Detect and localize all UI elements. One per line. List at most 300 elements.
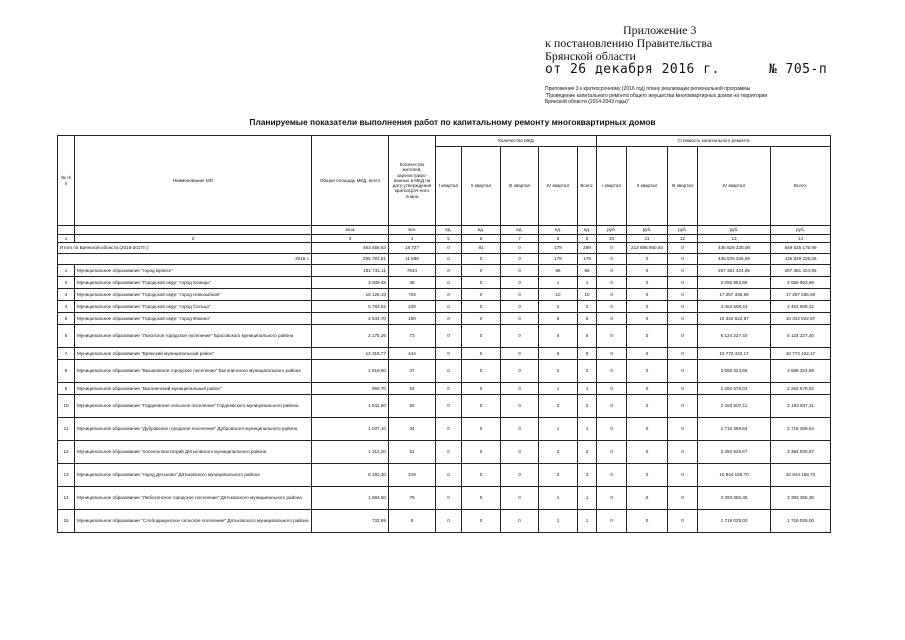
row-value: 0: [501, 383, 539, 395]
summary-value: 213 695 950,93: [627, 243, 668, 254]
row-value: 10 772 422,17: [698, 348, 771, 360]
row-value: 10: [578, 289, 597, 301]
row-number: 3: [58, 289, 75, 301]
row-value: 6: [578, 325, 597, 348]
row-value: 8 162,30: [312, 464, 389, 487]
row-number: 13: [58, 464, 75, 487]
unit-cell: ед.: [436, 226, 462, 235]
table-row: [58, 395, 831, 418]
row-value: 0: [668, 325, 698, 348]
col-number: 9: [578, 235, 597, 243]
row-value: 0: [436, 487, 462, 510]
row-value: 79: [389, 487, 436, 510]
row-value: 1: [539, 418, 578, 441]
col-number: 2: [75, 235, 312, 243]
summary-value: 435 829 225,06: [698, 243, 771, 254]
row-number: 11: [58, 418, 75, 441]
appendix-subtitle: [545, 86, 875, 106]
row-value: 0: [668, 418, 698, 441]
row-value: 0: [501, 360, 539, 383]
row-value: 5 783,62: [312, 301, 389, 313]
row-value: 1 037,10: [312, 418, 389, 441]
summary-value: 0: [668, 243, 698, 254]
col-number: 10: [597, 235, 627, 243]
row-value: 0: [668, 277, 698, 289]
row-value: 0: [627, 464, 668, 487]
row-value: 2: [578, 395, 597, 418]
row-number: 7: [58, 348, 75, 360]
municipality-name: Муниципальное образование "Городской округ "город Сельцо": [75, 301, 312, 313]
row-value: 0: [597, 301, 627, 313]
summary-label: 2016 г.: [58, 254, 312, 265]
unit-cell: чел.: [389, 226, 436, 235]
row-value: 0: [668, 510, 698, 533]
row-value: 0: [668, 265, 698, 277]
unit-cell: руб.: [698, 226, 771, 235]
row-value: 2 183 507,11: [698, 395, 771, 418]
row-value: 6: [578, 313, 597, 325]
column-number-row: [58, 235, 831, 243]
row-value: 0: [462, 464, 501, 487]
row-value: 0: [668, 348, 698, 360]
row-value: 0: [501, 277, 539, 289]
row-value: 1 684,50: [312, 487, 389, 510]
row-value: 10 342 822,87: [698, 313, 771, 325]
header-line: Приложение 3: [623, 23, 697, 37]
row-value: 6 124 227,40: [698, 325, 771, 348]
col-number: 7: [501, 235, 539, 243]
header-name: Наименование МО: [75, 136, 312, 226]
row-value: 10 944 169,70: [698, 464, 771, 487]
row-value: 0: [501, 395, 539, 418]
row-value: 1: [578, 383, 597, 395]
summary-value: 463 458,63: [312, 243, 389, 254]
summary-value: 81: [462, 243, 501, 254]
row-value: 220: [389, 301, 436, 313]
summary-value: 649 525 175,99: [771, 243, 831, 254]
row-value: 13 318,77: [312, 348, 389, 360]
row-value: 0: [627, 360, 668, 383]
row-value: 0: [436, 277, 462, 289]
municipality-name: Муниципальное образование "город Дятьково" Дятьковского муниципального района: [75, 464, 312, 487]
row-value: 319: [389, 464, 436, 487]
document-title: Планируемые показатели выполнения работ по капитальному ремонту многоквартирных домов: [249, 117, 656, 127]
row-value: 0: [668, 301, 698, 313]
row-value: 6: [539, 313, 578, 325]
row-value: 0: [462, 313, 501, 325]
table-row: [58, 265, 831, 277]
row-value: 51: [389, 441, 436, 464]
row-value: 0: [501, 325, 539, 348]
row-value: 0: [462, 277, 501, 289]
header-quarter: I квартал: [436, 147, 462, 226]
row-value: 0: [627, 487, 668, 510]
row-value: 0: [436, 360, 462, 383]
table-row: [58, 487, 831, 510]
municipality-name: Муниципальное образование "Гордеевское сельское поселение" Гордеевского муниципального района: [75, 395, 312, 418]
row-value: 1 619,60: [312, 360, 389, 383]
summary-value: 0: [462, 254, 501, 265]
row-number: 1: [58, 265, 75, 277]
header-cost-group: Стоимость капитального ремонта: [597, 136, 831, 147]
header-count-group: Количество МКД: [436, 136, 597, 147]
row-value: 1: [578, 487, 597, 510]
summary-value: 0: [668, 254, 698, 265]
row-value: 0: [627, 265, 668, 277]
row-value: 0: [462, 360, 501, 383]
summary-value: 0: [597, 243, 627, 254]
row-value: 3 568 324,68: [771, 360, 831, 383]
row-value: 1: [539, 277, 578, 289]
row-value: 0: [436, 348, 462, 360]
row-value: 73: [389, 325, 436, 348]
row-value: 1 541,60: [312, 395, 389, 418]
table-row: [58, 441, 831, 464]
row-value: 0: [501, 348, 539, 360]
row-value: 10 944 169,70: [771, 464, 831, 487]
row-value: 0: [668, 313, 698, 325]
row-value: 3 393 355,35: [771, 487, 831, 510]
row-number: 5: [58, 313, 75, 325]
summary-value: 178: [578, 254, 597, 265]
row-value: 0: [436, 383, 462, 395]
row-value: 0: [462, 301, 501, 313]
row-value: 3: [578, 464, 597, 487]
row-value: 10 342 822,87: [771, 313, 831, 325]
municipality-name: Муниципальное образование "Слободищенское сельское поселение" Дятьковского муниципального района: [75, 510, 312, 533]
col-number: 1: [58, 235, 75, 243]
row-value: 1: [539, 487, 578, 510]
row-value: 0: [462, 265, 501, 277]
row-value: 0: [436, 325, 462, 348]
row-value: 0: [627, 348, 668, 360]
row-value: 0: [436, 510, 462, 533]
row-value: 0: [597, 313, 627, 325]
row-value: 0: [462, 441, 501, 464]
unit-cell: руб.: [668, 226, 698, 235]
row-value: 0: [627, 395, 668, 418]
header-total: Всего:: [578, 147, 597, 226]
col-number: 11: [627, 235, 668, 243]
table-row: [58, 313, 831, 325]
row-value: 3 568 324,68: [698, 360, 771, 383]
unit-cell: ед.: [539, 226, 578, 235]
row-value: 1: [578, 510, 597, 533]
row-value: 0: [597, 487, 627, 510]
summary-value: 0: [436, 243, 462, 254]
row-value: 2: [578, 301, 597, 313]
header-quarter: III квартал: [501, 147, 539, 226]
unit-cell: руб.: [771, 226, 831, 235]
table-row: [58, 348, 831, 360]
row-value: 6: [539, 325, 578, 348]
row-value: 1 312,20: [312, 441, 389, 464]
summary-label: Итого по Брянской области (2016-2017гг.): [58, 243, 312, 254]
summary-value: 11 689: [389, 254, 436, 265]
row-value: 0: [627, 289, 668, 301]
row-value: 6: [539, 348, 578, 360]
row-value: 86: [539, 265, 578, 277]
header-quarter: IV квартал: [539, 147, 578, 226]
subtitle-line: "Проведение капитального ремонта общего имущества многоквартирных домов на территории: [545, 92, 768, 99]
summary-value: 178: [539, 254, 578, 265]
row-value: 0: [668, 383, 698, 395]
row-value: 0: [627, 441, 668, 464]
table-row: [58, 464, 831, 487]
summary-value: 0: [597, 254, 627, 265]
row-value: 0: [436, 313, 462, 325]
row-value: 0: [436, 418, 462, 441]
row-value: 0: [597, 348, 627, 360]
row-value: 0: [436, 289, 462, 301]
row-value: 4 453 508,42: [771, 301, 831, 313]
row-value: 0: [501, 441, 539, 464]
unit-cell: ед.: [578, 226, 597, 235]
summary-value: 296 791,51: [312, 254, 389, 265]
table-row: [58, 360, 831, 383]
row-value: 0: [668, 487, 698, 510]
header-quarter: III квартал: [668, 147, 698, 226]
row-value: 0: [627, 277, 668, 289]
unit-cell: руб.: [627, 226, 668, 235]
unit-cell: ед.: [462, 226, 501, 235]
row-value: 17 257 336,59: [698, 289, 771, 301]
row-value: 0: [436, 265, 462, 277]
row-value: 0: [462, 289, 501, 301]
summary-value: 178: [539, 243, 578, 254]
row-value: 8: [389, 510, 436, 533]
row-value: 0: [668, 441, 698, 464]
table-row: [58, 301, 831, 313]
col-number: 6: [462, 235, 501, 243]
row-value: 444: [389, 348, 436, 360]
summary-value: 0: [501, 254, 539, 265]
row-value: 1 719 025,00: [771, 510, 831, 533]
row-number: 9: [58, 383, 75, 395]
table-row: [58, 510, 831, 533]
row-value: 3 394 925,67: [698, 441, 771, 464]
total-row: [58, 243, 831, 254]
row-value: 0: [501, 301, 539, 313]
municipality-name: Муниципальное образование "Любохонское городское поселение" Дятьковского муниципального района: [75, 487, 312, 510]
row-value: 0: [597, 441, 627, 464]
row-number: 8: [58, 360, 75, 383]
summary-value: 435 829 225,06: [698, 254, 771, 265]
col-number: 14: [771, 235, 831, 243]
row-value: 2: [539, 301, 578, 313]
municipality-name: Муниципальное образование "Городской округ "город Клинцы": [75, 277, 312, 289]
row-number: 2: [58, 277, 75, 289]
municipality-name: Муниципальное образование "город Брянск": [75, 265, 312, 277]
municipality-name: Муниципальное образование "Выгоничский муниципальный район": [75, 383, 312, 395]
header-line: к постановлению Правительства: [545, 36, 713, 50]
row-value: 0: [597, 510, 627, 533]
table-row: [58, 383, 831, 395]
row-value: 54: [389, 383, 436, 395]
row-value: 0: [627, 510, 668, 533]
summary-value: 435 829 225,06: [771, 254, 831, 265]
municipality-name: Муниципальное образование "Дубровское городское поселение" Дубровского муниципального района: [75, 418, 312, 441]
row-value: 0: [436, 301, 462, 313]
row-value: 0: [501, 265, 539, 277]
row-value: 2: [578, 441, 597, 464]
row-value: 0: [597, 464, 627, 487]
row-value: 960,70: [312, 383, 389, 395]
row-value: 0: [436, 395, 462, 418]
row-value: 1: [578, 277, 597, 289]
row-value: 3 009,48: [312, 277, 389, 289]
row-number: 6: [58, 325, 75, 348]
table-row: [58, 325, 831, 348]
municipality-name: Муниципальное образование "поселок Балтатрий Дятьковского муниципального района: [75, 441, 312, 464]
row-value: 17 257 336,59: [771, 289, 831, 301]
row-value: 0: [668, 464, 698, 487]
row-value: 0: [462, 325, 501, 348]
row-value: 0: [668, 395, 698, 418]
row-value: 15 126,10: [312, 289, 389, 301]
row-value: 0: [462, 487, 501, 510]
row-value: 0: [627, 383, 668, 395]
row-value: 2 175,26: [312, 325, 389, 348]
row-value: 3 394 925,67: [771, 441, 831, 464]
row-value: 190: [389, 313, 436, 325]
row-value: 0: [597, 265, 627, 277]
decree-number: № 705-п: [768, 62, 828, 77]
row-value: 3: [539, 464, 578, 487]
row-value: 0: [436, 464, 462, 487]
row-value: 0: [501, 510, 539, 533]
row-value: 47: [389, 360, 436, 383]
col-number: 13: [698, 235, 771, 243]
subtitle-line: Приложение 3 к краткосрочному (2016 год) плану реализации региональной программы: [545, 86, 751, 92]
row-value: 0: [627, 313, 668, 325]
row-value: 732,69: [312, 510, 389, 533]
row-value: 7644: [389, 265, 436, 277]
row-value: 4 453 508,42: [698, 301, 771, 313]
row-value: 48: [389, 277, 436, 289]
row-value: 86: [578, 265, 597, 277]
row-value: 0: [462, 510, 501, 533]
municipality-name: Муниципальное образование "Локотское городское поселение" Брасовского муниципального района: [75, 325, 312, 348]
municipality-name: Муниципальное образование "Вышковское городское поселение" Выгоничского муниципального района: [75, 360, 312, 383]
row-value: 0: [501, 289, 539, 301]
capital-repair-table: [57, 135, 831, 533]
row-value: 10: [539, 289, 578, 301]
row-value: 0: [436, 441, 462, 464]
row-value: 10 772 422,17: [771, 348, 831, 360]
row-value: 2 055 953,98: [698, 277, 771, 289]
row-value: 0: [597, 325, 627, 348]
row-value: 0: [597, 418, 627, 441]
row-value: 0: [597, 395, 627, 418]
summary-value: 0: [501, 243, 539, 254]
row-value: 0: [597, 383, 627, 395]
row-value: 0: [627, 301, 668, 313]
table-row: [58, 418, 831, 441]
row-value: 703: [389, 289, 436, 301]
row-value: 0: [462, 395, 501, 418]
row-number: 15: [58, 510, 75, 533]
row-value: 2 055 953,98: [771, 277, 831, 289]
col-number: 4: [389, 235, 436, 243]
unit-cell: руб.: [597, 226, 627, 235]
row-value: 267 381 424,95: [771, 265, 831, 277]
row-value: 191 731,11: [312, 265, 389, 277]
col-number: 5: [436, 235, 462, 243]
row-value: 6: [578, 348, 597, 360]
row-value: 4 544,70: [312, 313, 389, 325]
table-row: [58, 289, 831, 301]
unit-cell: кв.м: [312, 226, 389, 235]
header-quarter: IV квартал: [698, 147, 771, 226]
row-value: 0: [668, 289, 698, 301]
row-value: 0: [462, 383, 501, 395]
row-value: 0: [668, 360, 698, 383]
row-value: 2 262 578,02: [698, 383, 771, 395]
header-area: Общая площадь МКД, всего: [312, 136, 389, 226]
year-row: [58, 254, 831, 265]
row-value: 2: [578, 360, 597, 383]
row-value: 0: [501, 418, 539, 441]
row-value: 267 381 424,95: [698, 265, 771, 277]
row-value: 2 262 578,02: [771, 383, 831, 395]
summary-value: 18 727: [389, 243, 436, 254]
row-value: 2 718 369,64: [771, 418, 831, 441]
header-quarter: II квартал: [627, 147, 668, 226]
table-row: [58, 277, 831, 289]
row-value: 1: [539, 510, 578, 533]
row-value: 92: [389, 395, 436, 418]
col-number: 12: [668, 235, 698, 243]
municipality-name: Муниципальное образование "Городской округ "город Новозыбков": [75, 289, 312, 301]
row-value: 2 718 369,64: [698, 418, 771, 441]
row-value: 2: [539, 360, 578, 383]
header-residents: Количество жителей, зарегистриро-ванных в МКД на дату утверждения краткосроч-ного плана: [389, 136, 436, 226]
row-number: 10: [58, 395, 75, 418]
summary-value: 0: [627, 254, 668, 265]
row-number: 4: [58, 301, 75, 313]
header-total: Всего:: [771, 147, 831, 226]
row-value: 6 124 227,40: [771, 325, 831, 348]
header-num: № п/п: [58, 136, 75, 226]
header-quarter: II квартал: [462, 147, 501, 226]
col-number: 8: [539, 235, 578, 243]
row-value: 1: [578, 418, 597, 441]
unit-cell: ед.: [501, 226, 539, 235]
row-value: 34: [389, 418, 436, 441]
row-value: 0: [501, 487, 539, 510]
row-value: 2: [539, 395, 578, 418]
row-value: 0: [627, 325, 668, 348]
row-value: 2: [539, 441, 578, 464]
municipality-name: Муниципальное образование "Брянский муниципальный район": [75, 348, 312, 360]
municipality-name: Муниципальное образование "Городской округ "город Фокино": [75, 313, 312, 325]
decree-header: [545, 24, 827, 76]
row-value: 0: [597, 289, 627, 301]
row-value: 0: [597, 360, 627, 383]
row-value: 0: [597, 277, 627, 289]
row-value: 3 393 355,35: [698, 487, 771, 510]
row-number: 12: [58, 441, 75, 464]
row-value: 0: [501, 313, 539, 325]
row-number: 14: [58, 487, 75, 510]
row-value: 2 183 507,11: [771, 395, 831, 418]
col-number: 3: [312, 235, 389, 243]
decree-date: от 26 декабря 2016 г.: [545, 62, 720, 77]
row-value: 0: [462, 418, 501, 441]
header-line: Брянской области: [545, 49, 636, 63]
header-quarter: I квартал: [597, 147, 627, 226]
